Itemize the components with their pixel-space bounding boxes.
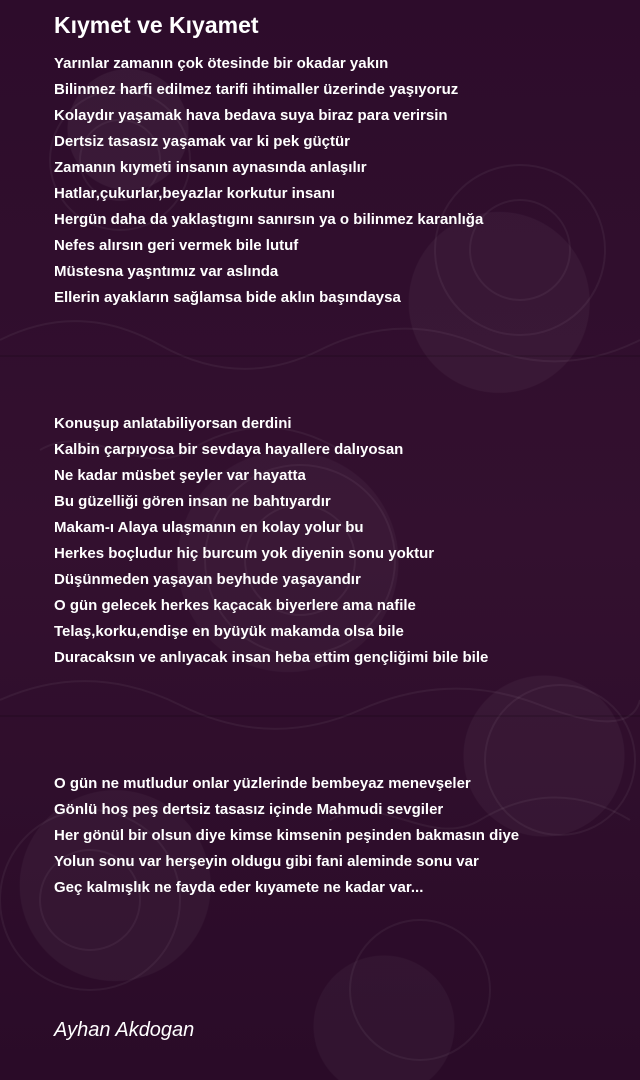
poem-line: Hergün daha da yaklaştıgını sanırsın ya o bilinmez karanlığa bbox=[54, 211, 484, 228]
poem-line: Makam-ı Alaya ulaşmanın en kolay yolur bu bbox=[54, 519, 364, 536]
poem-line: Dertsiz tasasız yaşamak var ki pek güçtür bbox=[54, 133, 350, 150]
poem-line: Duracaksın ve anlıyacak insan heba ettim gençliğimi bile bile bbox=[54, 649, 489, 666]
poem-line: Ne kadar müsbet şeyler var hayatta bbox=[54, 467, 306, 484]
poem-line: O gün gelecek herkes kaçacak biyerlere ama nafile bbox=[54, 597, 416, 614]
stanza-3 bbox=[54, 771, 519, 901]
poem-line: Yolun sonu var herşeyin oldugu gibi fani aleminde sonu var bbox=[54, 853, 479, 870]
poem-line: Her gönül bir olsun diye kimse kimsenin peşinden bakmasın diye bbox=[54, 827, 520, 844]
stanza-2 bbox=[54, 411, 488, 671]
poem-line: Bilinmez harfi edilmez tarifi ihtimaller üzerinde yaşıyoruz bbox=[54, 81, 459, 98]
poem-line: Nefes alırsın geri vermek bile lutuf bbox=[54, 237, 299, 254]
poem-line: O gün ne mutludur onlar yüzlerinde bembeyaz menevşeler bbox=[54, 775, 471, 792]
poem-line: Yarınlar zamanın çok ötesinde bir okadar yakın bbox=[54, 55, 389, 72]
poem-line: Konuşup anlatabiliyorsan derdini bbox=[54, 415, 292, 432]
poem-line: Ellerin ayakların sağlamsa bide aklın başındaysa bbox=[54, 289, 401, 306]
poem-author: Ayhan Akdogan bbox=[54, 1019, 195, 1041]
poem-title: Kıymet ve Kıyamet bbox=[54, 12, 259, 38]
poem-line: Müstesna yaşntımız var aslında bbox=[54, 263, 279, 280]
poem-line: Gönlü hoş peş dertsiz tasasız içinde Mahmudi sevgiler bbox=[54, 801, 444, 818]
poem-line: Telaş,korku,endişe en byüyük makamda olsa bile bbox=[54, 623, 404, 640]
stanza-1 bbox=[54, 51, 483, 311]
poem-line: Herkes boçludur hiç burcum yok diyenin sonu yoktur bbox=[54, 545, 435, 562]
poem-line: Geç kalmışlık ne fayda eder kıyamete ne kadar var... bbox=[54, 879, 424, 896]
poem-line: Düşünmeden yaşayan beyhude yaşayandır bbox=[54, 571, 361, 588]
poem-line: Hatlar,çukurlar,beyazlar korkutur insanı bbox=[54, 185, 335, 202]
poem-line: Zamanın kıymeti insanın aynasında anlaşılır bbox=[54, 159, 367, 176]
poem-line: Kolaydır yaşamak hava bedava suya biraz para verirsin bbox=[54, 107, 448, 124]
poem-line: Bu güzelliği gören insan ne bahtıyardır bbox=[54, 493, 331, 510]
poem-line: Kalbin çarpıyosa bir sevdaya hayallere dalıyosan bbox=[54, 441, 404, 458]
